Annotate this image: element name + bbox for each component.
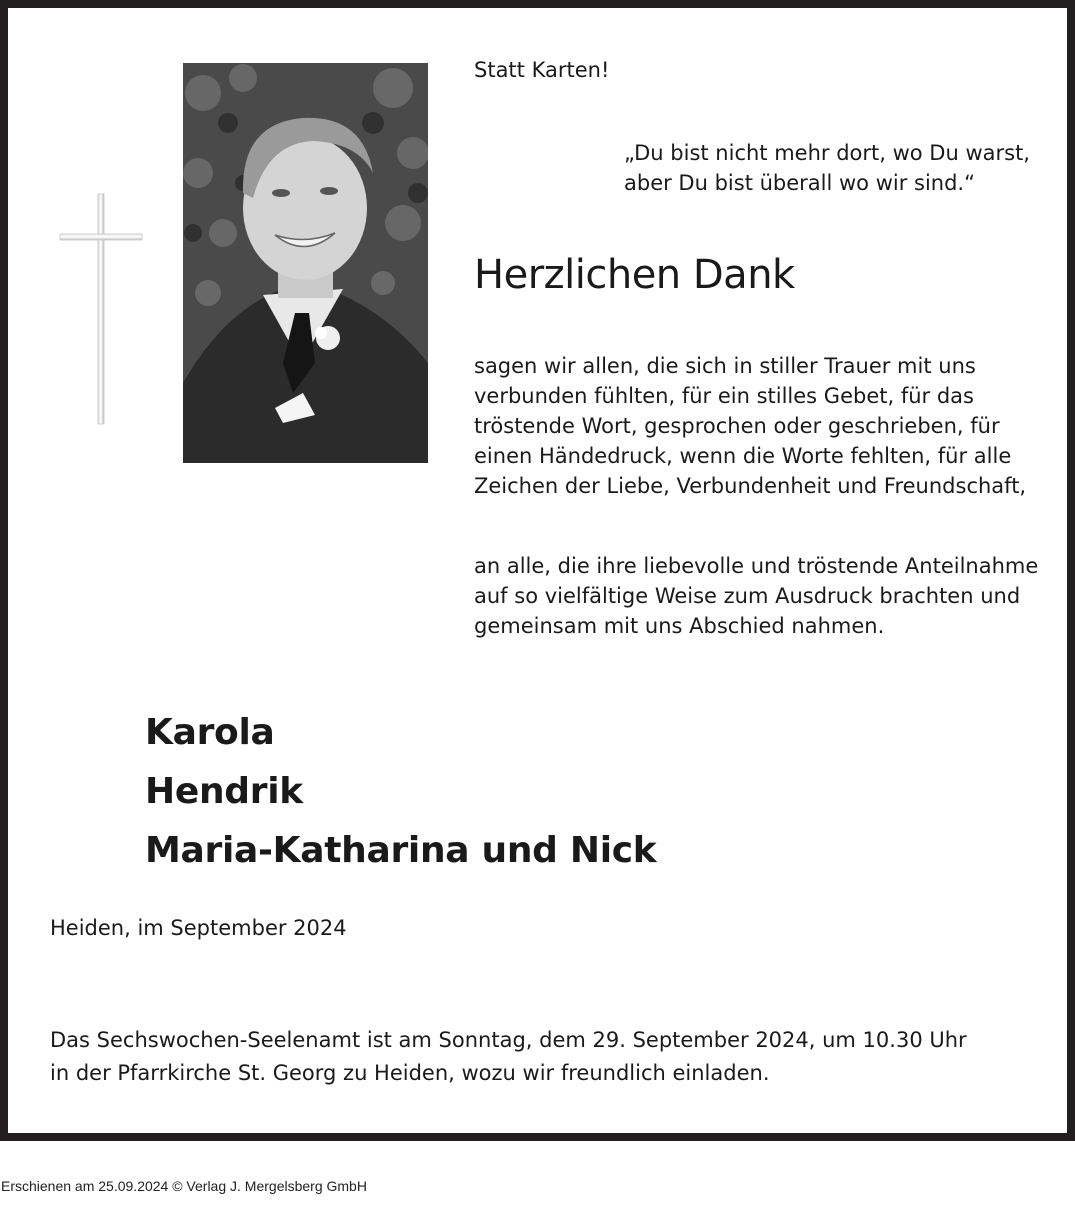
statt-karten-label: Statt Karten! — [474, 58, 610, 82]
paragraph-line: tröstende Wort, gesprochen oder geschrieben, für — [474, 414, 1000, 438]
service-line: Das Sechswochen-Seelenamt ist am Sonntag, dem 29. September 2024, um 10.30 Uhr — [50, 1028, 967, 1052]
cross-icon — [58, 192, 144, 426]
family-name: Maria-Katharina und Nick — [145, 830, 657, 871]
paragraph-line: auf so vielfältige Weise zum Ausdruck brachten und — [474, 584, 1021, 608]
quote-line: aber Du bist überall wo wir sind.“ — [624, 171, 975, 195]
paragraph-line: Zeichen der Liebe, Verbundenheit und Freundschaft, — [474, 474, 1027, 498]
family-names — [145, 703, 656, 880]
thanks-paragraph-1 — [474, 351, 1026, 501]
paragraph-line: verbunden fühlten, für ein stilles Gebet, für das — [474, 384, 974, 408]
publication-footer: Erschienen am 25.09.2024 © Verlag J. Mergelsberg GmbH — [1, 1178, 367, 1194]
portrait-photo — [183, 63, 428, 463]
family-name: Hendrik — [145, 771, 303, 812]
quote-line: „Du bist nicht mehr dort, wo Du warst, — [624, 141, 1030, 165]
paragraph-line: einen Händedruck, wenn die Worte fehlten, für alle — [474, 444, 1012, 468]
paragraph-line: an alle, die ihre liebevolle und tröstende Anteilnahme — [474, 554, 1039, 578]
notice-title: Herzlichen Dank — [474, 252, 795, 298]
family-name: Karola — [145, 712, 275, 753]
paragraph-line: gemeinsam mit uns Abschied nahmen. — [474, 614, 885, 638]
service-line: in der Pfarrkirche St. Georg zu Heiden, wozu wir freundlich einladen. — [50, 1061, 770, 1085]
thanks-paragraph-2 — [474, 551, 1038, 641]
place-date: Heiden, im September 2024 — [50, 916, 347, 940]
memorial-quote — [624, 138, 1030, 198]
service-announcement — [50, 1024, 967, 1090]
paragraph-line: sagen wir allen, die sich in stiller Trauer mit uns — [474, 354, 976, 378]
